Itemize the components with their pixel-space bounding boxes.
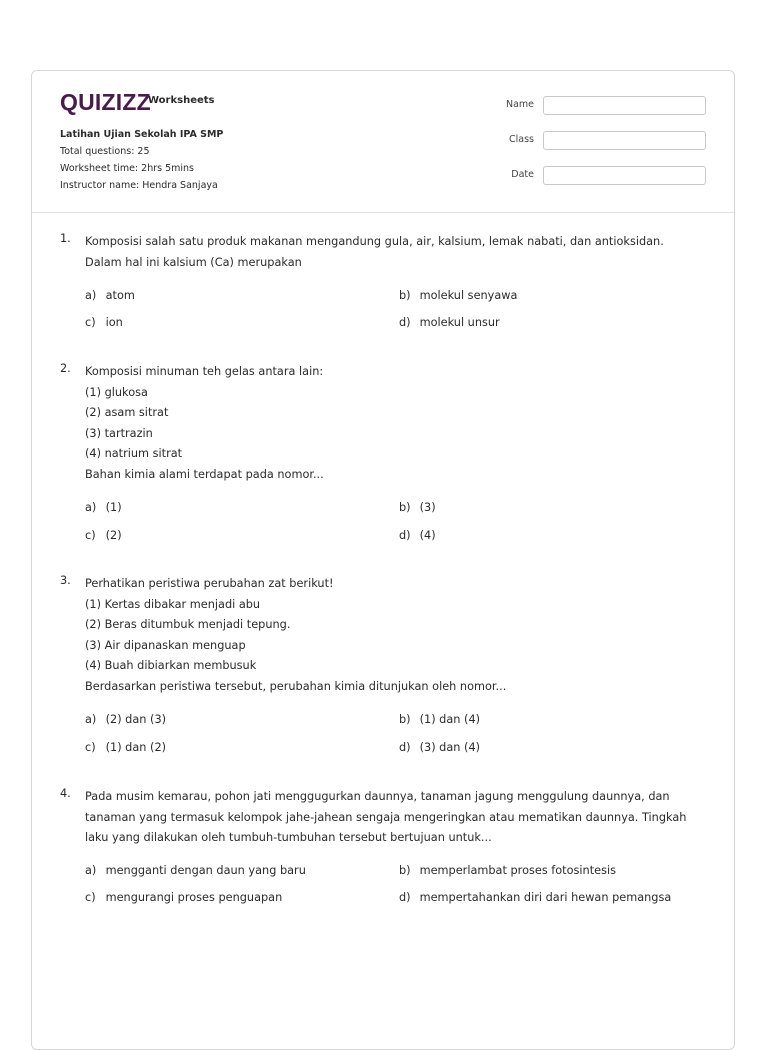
option-b[interactable] [399, 501, 436, 514]
option-d[interactable] [399, 891, 671, 904]
worksheet-title: Latihan Ujian Sekolah IPA SMP [60, 129, 224, 140]
option-text: atom [105, 289, 135, 302]
worksheet-time: Worksheet time: 2hrs 5mins [60, 163, 194, 174]
option-c[interactable] [85, 529, 122, 542]
option-d[interactable] [399, 741, 480, 754]
option-text: mempertahankan diri dari hewan pemangsa [419, 891, 672, 904]
worksheet-header [32, 71, 734, 213]
option-letter: c) [85, 316, 96, 329]
option-letter: a) [85, 289, 97, 302]
question-line: Pada musim kemarau, pohon jati menggugurkan daunnya, tanaman jagung menggulung daunnya, dan [85, 790, 670, 803]
option-text: (3) [419, 501, 436, 514]
option-letter: c) [85, 891, 96, 904]
question-text [85, 362, 710, 485]
option-letter: d) [399, 316, 411, 329]
question-line: (3) Air dipanaskan menguap [85, 638, 246, 652]
option-b[interactable] [399, 713, 480, 726]
instructor-name: Instructor name: Hendra Sanjaya [60, 180, 218, 191]
option-letter: a) [85, 501, 97, 514]
option-text: molekul unsur [419, 316, 500, 329]
option-letter: c) [85, 741, 96, 754]
question-line: (2) asam sitrat [85, 406, 169, 419]
option-c[interactable] [85, 741, 166, 754]
question-line: Komposisi minuman teh gelas antara lain: [85, 365, 324, 378]
option-text: (1) dan (2) [105, 741, 167, 754]
option-letter: b) [399, 864, 411, 877]
question-number: 1. [60, 232, 71, 245]
option-text: memperlambat proses fotosintesis [419, 864, 616, 877]
question-line: Bahan kimia alami terdapat pada nomor... [85, 467, 324, 481]
logo-subtitle: Worksheets [148, 95, 215, 106]
question-line: tanaman yang termasuk kelompok jahe-jahean sengaja mengeringkan atau mematikan daunnya. Tingkah [85, 810, 687, 824]
option-text: (4) [419, 529, 436, 542]
class-field[interactable] [543, 131, 706, 150]
question-line: laku yang dilakukan oleh tumbuh-tumbuhan tersebut bertujuan untuk... [85, 831, 492, 844]
question-line: Komposisi salah satu produk makanan mengandung gula, air, kalsium, lemak nabati, dan antioksidan. [85, 235, 664, 248]
option-letter: b) [399, 501, 411, 514]
option-text: (1) dan (4) [419, 713, 481, 726]
question-text [85, 787, 710, 849]
option-text: (3) dan (4) [419, 741, 481, 754]
option-letter: b) [399, 289, 411, 302]
question-number: 2. [60, 362, 71, 375]
option-d[interactable] [399, 316, 500, 329]
option-text: (1) [105, 501, 122, 514]
option-b[interactable] [399, 289, 517, 302]
option-d[interactable] [399, 529, 436, 542]
option-a[interactable] [85, 289, 135, 302]
option-letter: a) [85, 864, 97, 877]
option-text: ion [105, 316, 123, 329]
option-c[interactable] [85, 891, 282, 904]
option-a[interactable] [85, 501, 122, 514]
option-text: mengganti dengan daun yang baru [105, 864, 306, 877]
question-number: 3. [60, 574, 71, 587]
question-line: (3) tartrazin [85, 426, 153, 440]
option-letter: d) [399, 529, 411, 542]
date-field[interactable] [543, 166, 706, 185]
name-field[interactable] [543, 96, 706, 115]
question-line: (4) Buah dibiarkan membusuk [85, 659, 257, 672]
question-text [85, 574, 710, 697]
option-letter: c) [85, 529, 96, 542]
question-line: (2) Beras ditumbuk menjadi tepung. [85, 618, 291, 631]
option-b[interactable] [399, 864, 616, 877]
question-number: 4. [60, 787, 71, 800]
quizizz-logo: QUIZIZZ [60, 89, 151, 115]
class-label: Class [509, 134, 534, 145]
question-line: (1) glukosa [85, 385, 148, 399]
date-label: Date [511, 169, 534, 180]
option-letter: d) [399, 741, 411, 754]
option-letter: a) [85, 713, 97, 726]
worksheet-card [31, 70, 735, 1050]
option-text: molekul senyawa [419, 289, 518, 302]
question-line: Perhatikan peristiwa perubahan zat berikut! [85, 577, 334, 590]
question-text [85, 232, 710, 273]
option-c[interactable] [85, 316, 123, 329]
question-line: Dalam hal ini kalsium (Ca) merupakan [85, 255, 302, 269]
option-text: (2) dan (3) [105, 713, 167, 726]
option-text: (2) [105, 529, 122, 542]
question-line: Berdasarkan peristiwa tersebut, perubahan kimia ditunjukan oleh nomor... [85, 679, 507, 693]
total-questions: Total questions: 25 [60, 146, 150, 157]
option-a[interactable] [85, 864, 306, 877]
option-text: mengurangi proses penguapan [105, 891, 283, 904]
option-a[interactable] [85, 713, 166, 726]
question-line: (1) Kertas dibakar menjadi abu [85, 597, 261, 611]
option-letter: d) [399, 891, 411, 904]
option-letter: b) [399, 713, 411, 726]
question-line: (4) natrium sitrat [85, 447, 183, 460]
worksheet-meta [60, 126, 223, 194]
name-label: Name [505, 99, 534, 110]
